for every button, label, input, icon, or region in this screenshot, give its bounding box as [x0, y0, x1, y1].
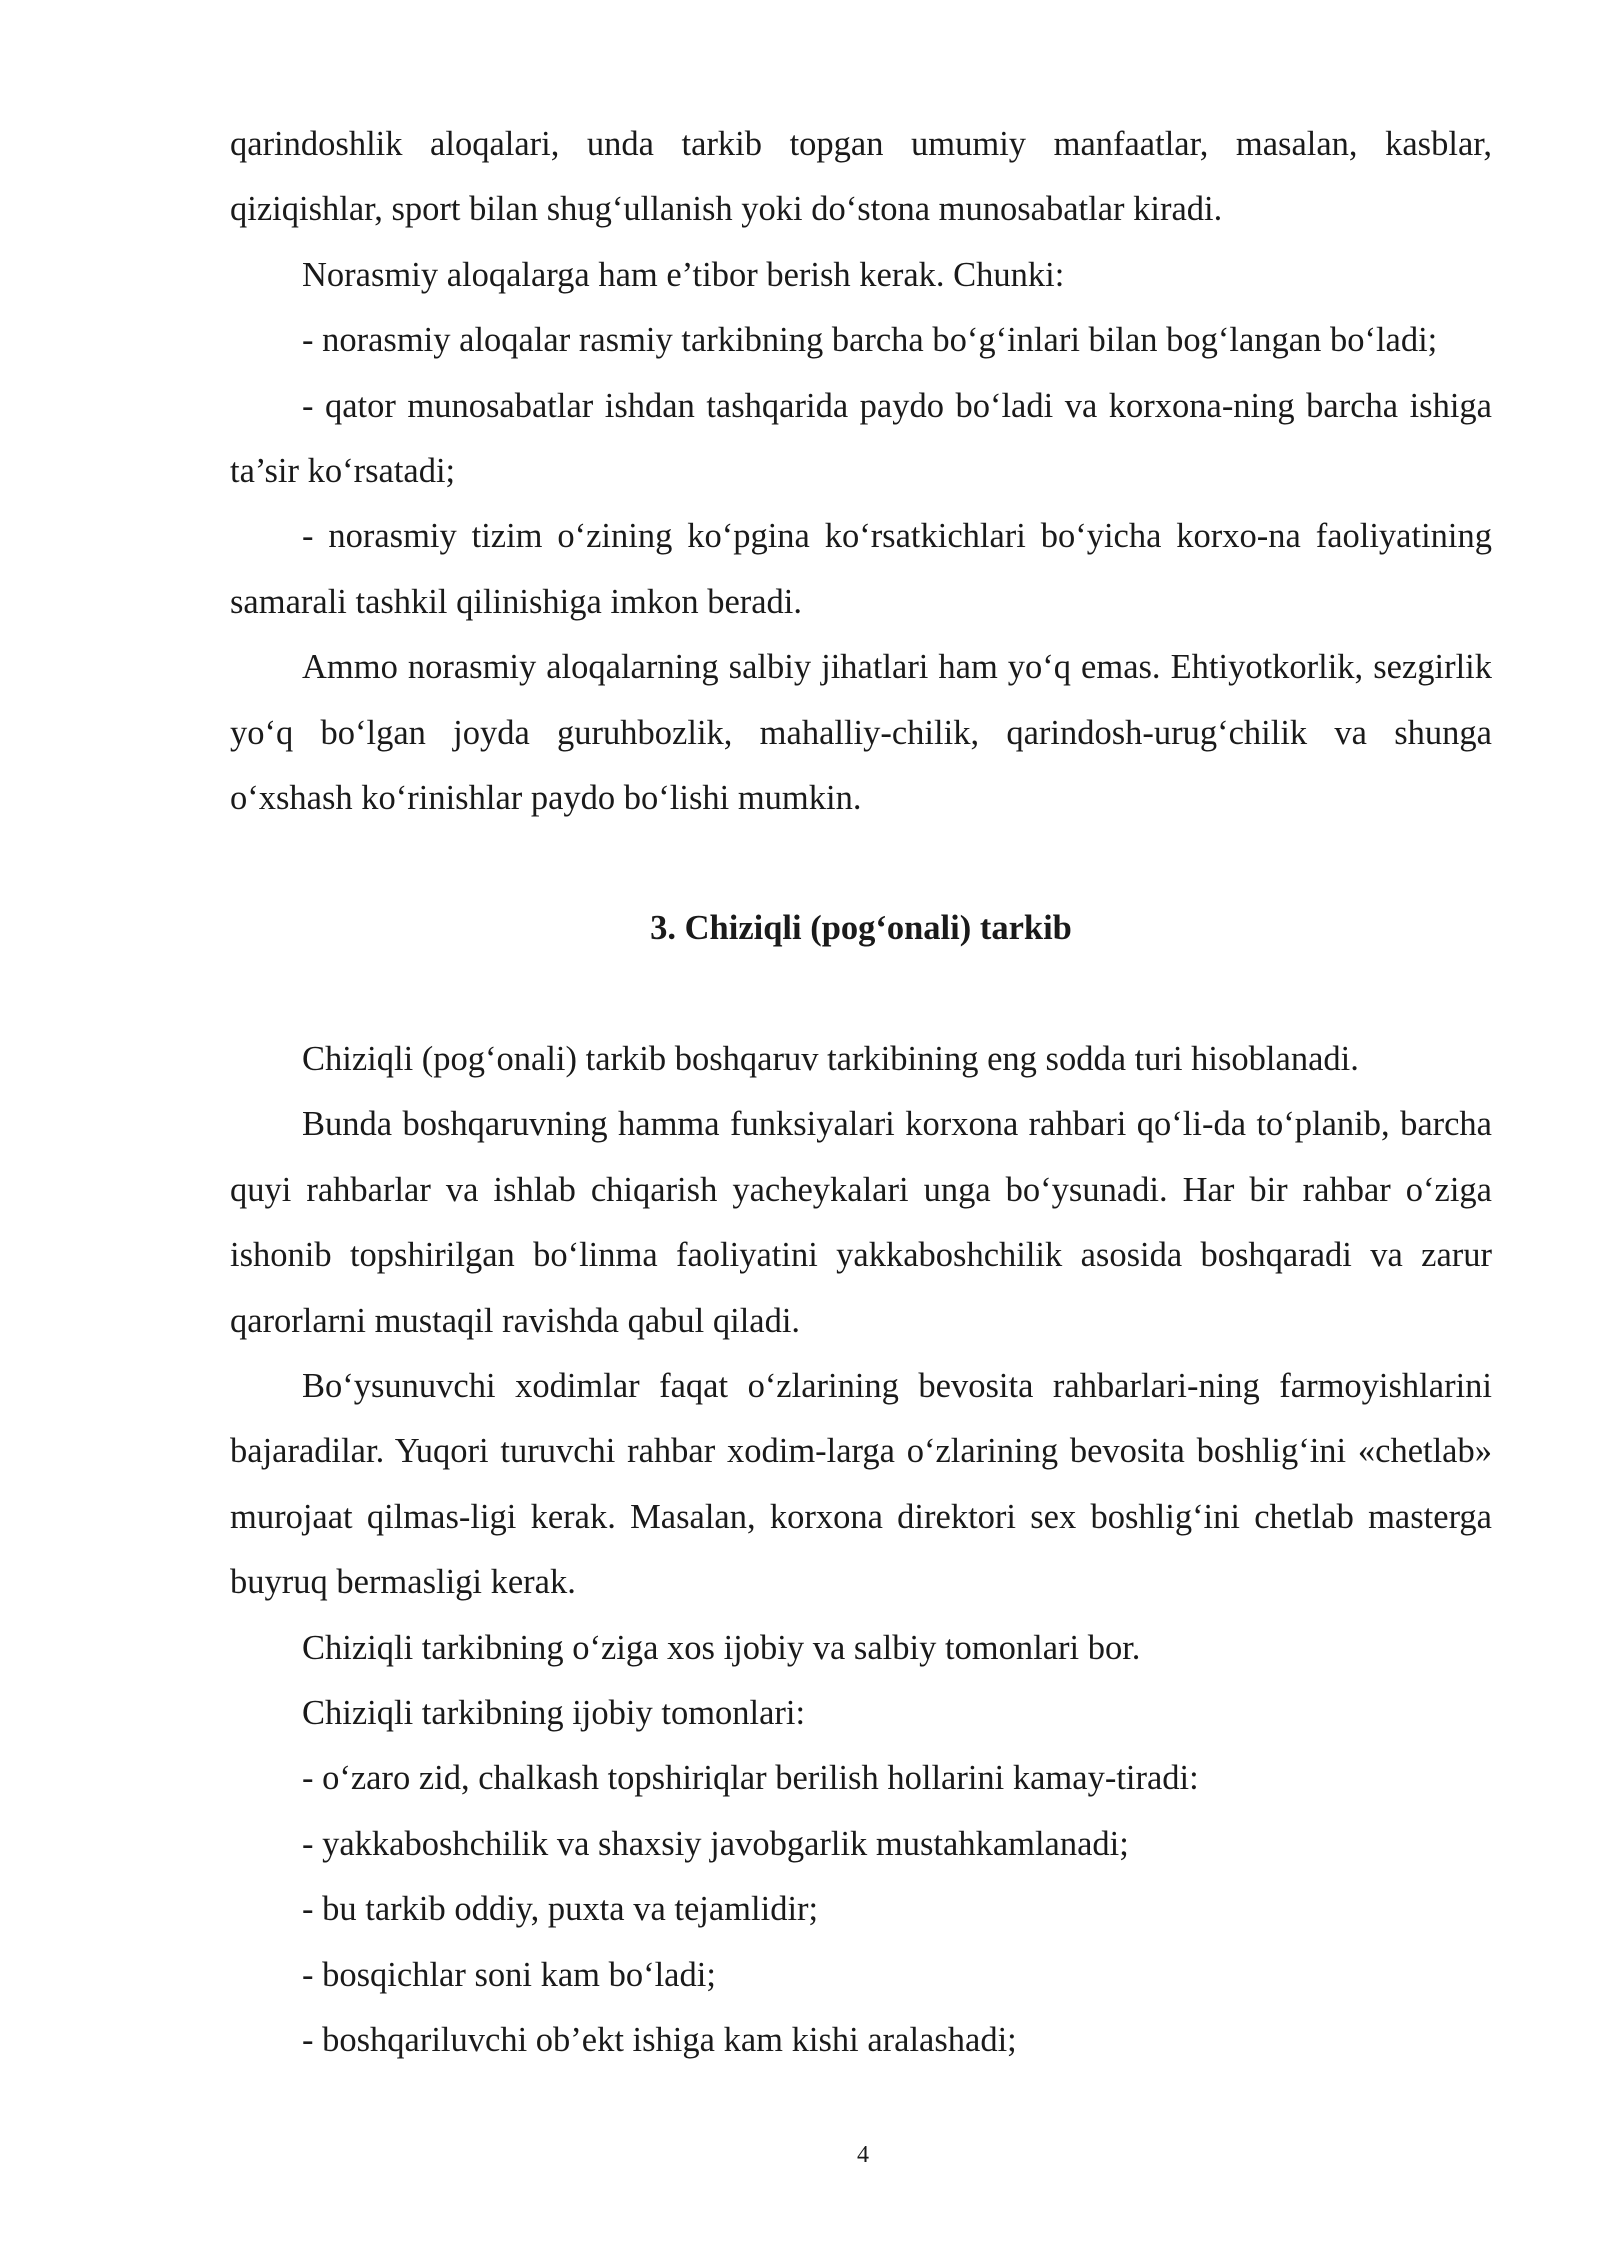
page-number: 4: [857, 2142, 869, 2168]
list-item: - bosqichlar soni kam bo‘ladi;: [302, 1955, 716, 1994]
list-item: - bu tarkib oddiy, puxta va tejamlidir;: [302, 1890, 819, 1929]
list-item: - qator munosabatlar ishdan tashqarida paydo bo‘ladi va korxona-ning barcha ishiga ta’sir ko‘rsatadi;: [230, 386, 1492, 491]
paragraph: Bo‘ysunuvchi xodimlar faqat o‘zlarining bevosita rahbarlari-ning farmoyishlarini bajaradilar. Yuqori turuvchi rahbar xodim-larga o‘zlarining bevosita boshlig‘ini «chetlab» murojaat qilmas-ligi kerak. Masalan, korxona direktori sex boshlig‘ini chetlab masterga buyruq bermasligi kerak.: [230, 1366, 1492, 1602]
list-item: - yakkaboshchilik va shaxsiy javobgarlik mustahkamlanadi;: [302, 1824, 1129, 1863]
page-content: [230, 112, 1492, 2073]
list-item: - norasmiy tizim o‘zining ko‘pgina ko‘rsatkichlari bo‘yicha korxo-na faoliyatining samarali tashkil qilinishiga imkon beradi.: [230, 517, 1492, 621]
paragraph: Chiziqli tarkibning ijobiy tomonlari:: [302, 1693, 806, 1732]
paragraph: Norasmiy aloqalarga ham e’tibor berish kerak. Chunki:: [302, 255, 1065, 294]
paragraph: Bunda boshqaruvning hamma funksiyalari korxona rahbari qo‘li-da to‘planib, barcha quyi rahbarlar va ishlab chiqarish yacheykalari unga bo‘ysunadi. Har bir rahbar o‘ziga ishonib topshirilgan bo‘linma faoliyatini yakkaboshchilik asosida boshqaradi va zarur qarorlarni mustaqil ravishda qabul qiladi.: [230, 1105, 1492, 1340]
paragraph: Chiziqli (pog‘onali) tarkib boshqaruv tarkibining eng sodda turi hisoblanadi.: [302, 1039, 1359, 1078]
list-item: - norasmiy aloqalar rasmiy tarkibning barcha bo‘g‘inlari bilan bog‘langan bo‘ladi;: [302, 321, 1438, 360]
paragraph: Ammo norasmiy aloqalarning salbiy jihatlari ham yo‘q emas. Ehtiyotkorlik, sezgirlik yo‘q bo‘lgan joyda guruhbozlik, mahalliy-chilik, qarindosh-urug‘chilik va shunga o‘xshash ko‘rinishlar paydo bo‘lishi mumkin.: [230, 648, 1492, 818]
list-item: - o‘zaro zid, chalkash topshiriqlar berilish hollarini kamay-tiradi:: [302, 1759, 1199, 1798]
list-item: - boshqariluvchi ob’ekt ishiga kam kishi aralashadi;: [302, 2020, 1017, 2059]
section-heading: 3. Chiziqli (pog‘onali) tarkib: [650, 909, 1072, 948]
paragraph: Chiziqli tarkibning o‘ziga xos ijobiy va salbiy tomonlari bor.: [302, 1628, 1141, 1667]
paragraph-continuation: qarindoshlik aloqalari, unda tarkib topgan umumiy manfaatlar, masalan, kasblar, qiziqishlar, sport bilan shug‘ullanish yoki do‘stona munosabatlar kiradi.: [230, 125, 1492, 229]
